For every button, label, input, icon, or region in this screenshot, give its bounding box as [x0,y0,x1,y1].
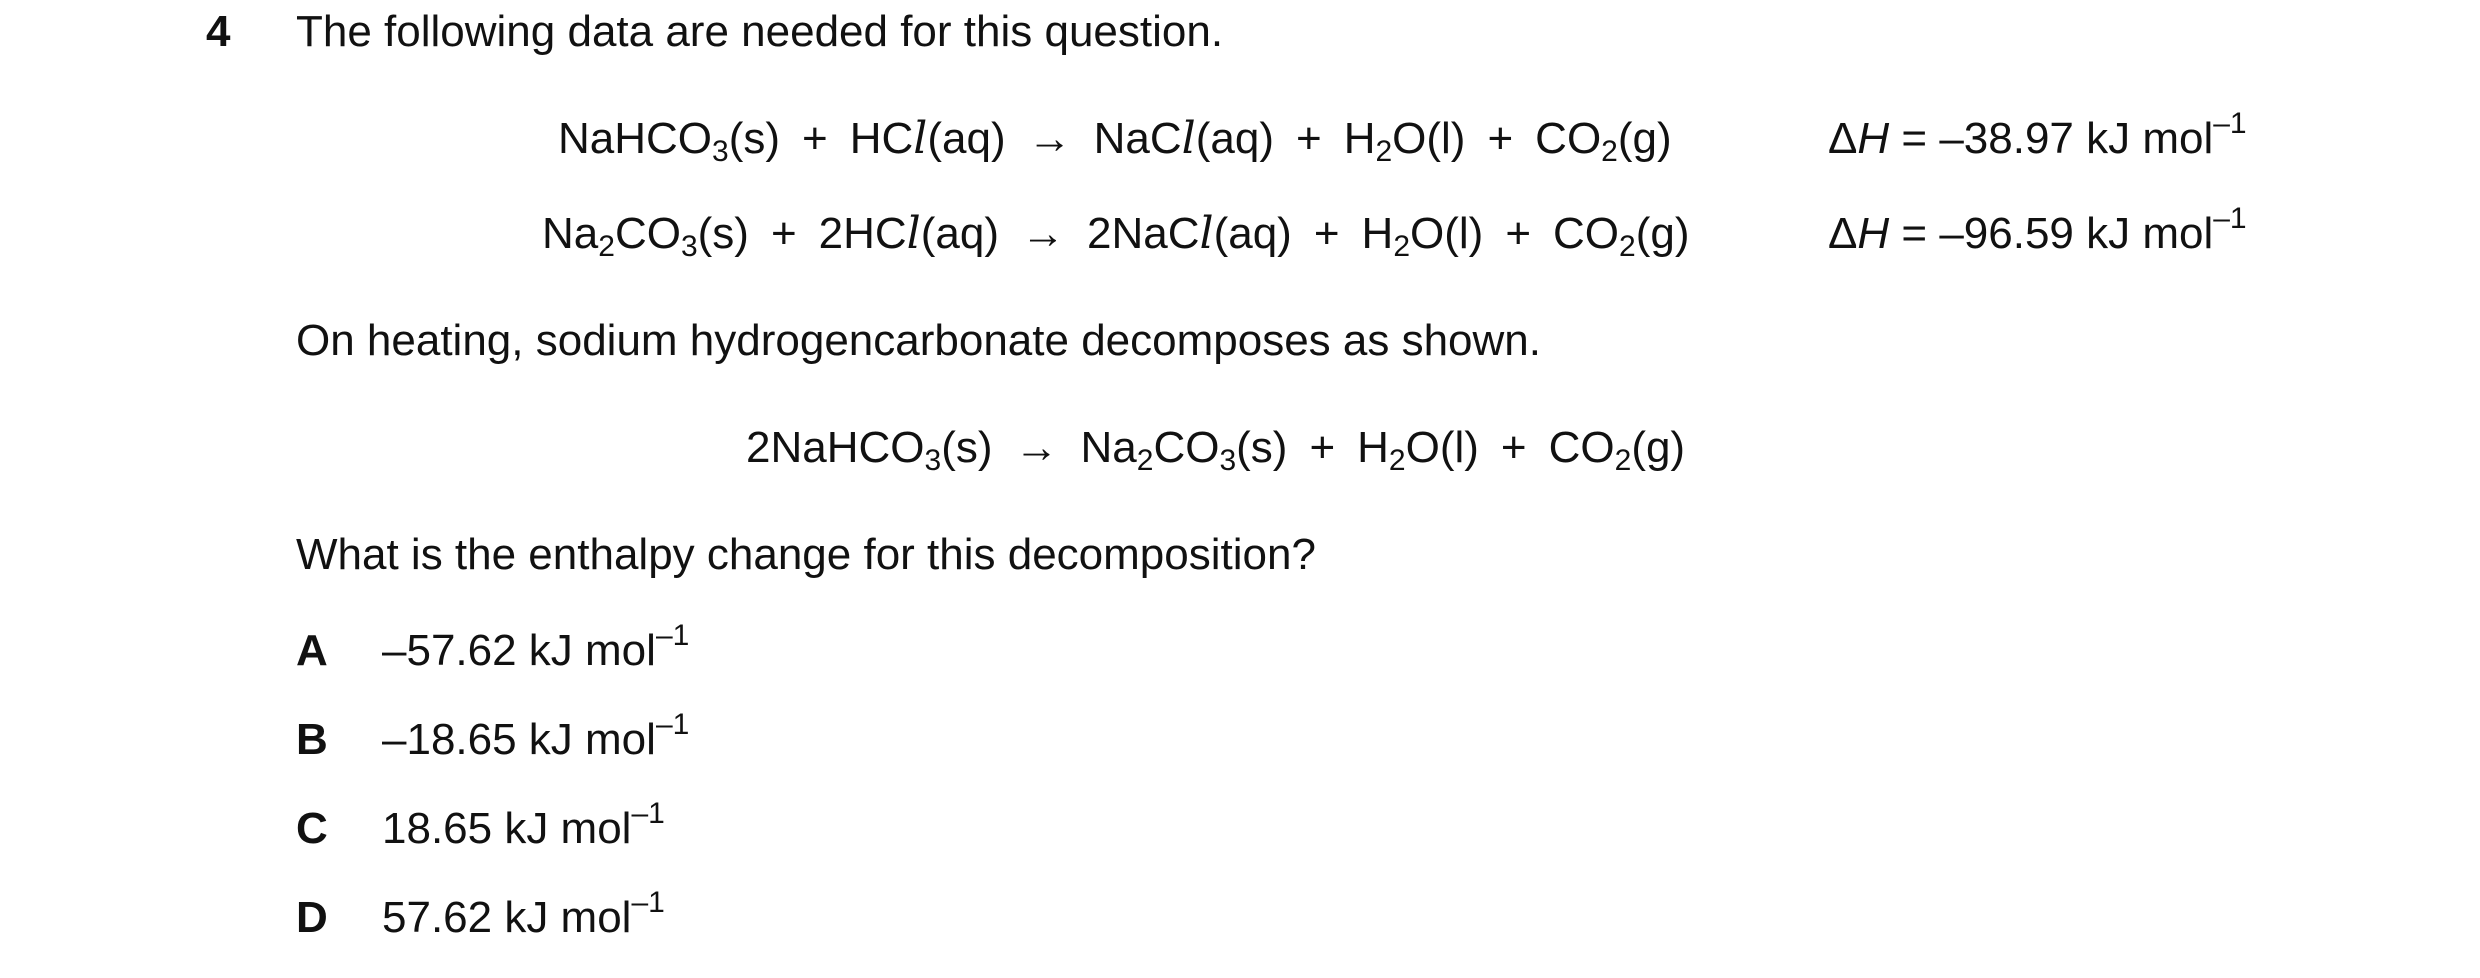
option-c-value: 18.65 kJ mol$^{-1}$ [382,797,665,853]
option-d-value: 57.62 kJ mol$^{-1}$ [382,886,665,942]
eq2-plus: + [770,209,797,258]
equation-2 [542,206,1689,262]
eq2-enthalpy: ΔH = –96.59 kJ mol$^{-1}$ [1828,202,2247,258]
question-number: 4 [206,7,231,56]
eq3-reactant: 2NaHCO$_3$(s) [746,423,993,477]
eq3-product1: $Na_2CO_3(s)$ [1080,423,1288,477]
eq1-enthalpy: ΔH = –38.97 kJ mol$^{-1}$ [1828,107,2247,163]
option-b-letter: B [296,715,328,764]
eq1-product3: $CO_2(g)$ [1535,114,1672,168]
eq2-arrow: → [1021,209,1065,258]
eq1-plus: + [1295,114,1322,163]
option-c-letter: C [296,804,328,853]
equation-1 [558,111,1672,167]
eq3-arrow: → [1014,423,1059,472]
decomposition-equation [746,420,1685,476]
heating-statement: On heating, sodium hydrogencarbonate decomposes as shown. [296,316,1541,365]
option-b-value: –18.65 kJ mol$^{-1}$ [382,708,690,764]
eq2-plus: + [1313,209,1340,258]
option-a-letter: A [296,626,328,675]
eq2-reactant2: 2HCl(aq) [818,208,999,259]
eq1-arrow: → [1027,114,1072,163]
eq2-plus: + [1505,209,1532,258]
eq2-product3: $CO_2(g)$ [1553,209,1690,263]
eq1-reactant2: HCl(aq) [849,113,1006,164]
eq2-product1: 2NaCl(aq) [1087,208,1292,259]
eq1-product2: $H_2O(l)$ [1343,114,1466,168]
eq3-plus: + [1309,423,1336,472]
option-d-letter: D [296,893,328,942]
eq3-product2: $H_2O(l)$ [1357,423,1479,477]
option-a-value: –57.62 kJ mol$^{-1}$ [382,619,690,675]
eq1-plus: + [1487,114,1514,163]
eq1-reactant1: NaHCO$_3$(s) [558,114,781,168]
eq2-product2: $H_2O(l)$ [1361,209,1484,263]
eq1-plus: + [802,114,828,163]
question-prompt: What is the enthalpy change for this decomposition? [296,530,1316,579]
eq1-product1: NaCl(aq) [1093,113,1274,164]
eq3-product3: $CO_2(g)$ [1548,423,1686,477]
eq2-reactant1: $Na_2CO_3(s)$ [542,209,749,263]
question-intro: The following data are needed for this question. [296,7,1224,56]
eq3-plus: + [1500,423,1527,472]
